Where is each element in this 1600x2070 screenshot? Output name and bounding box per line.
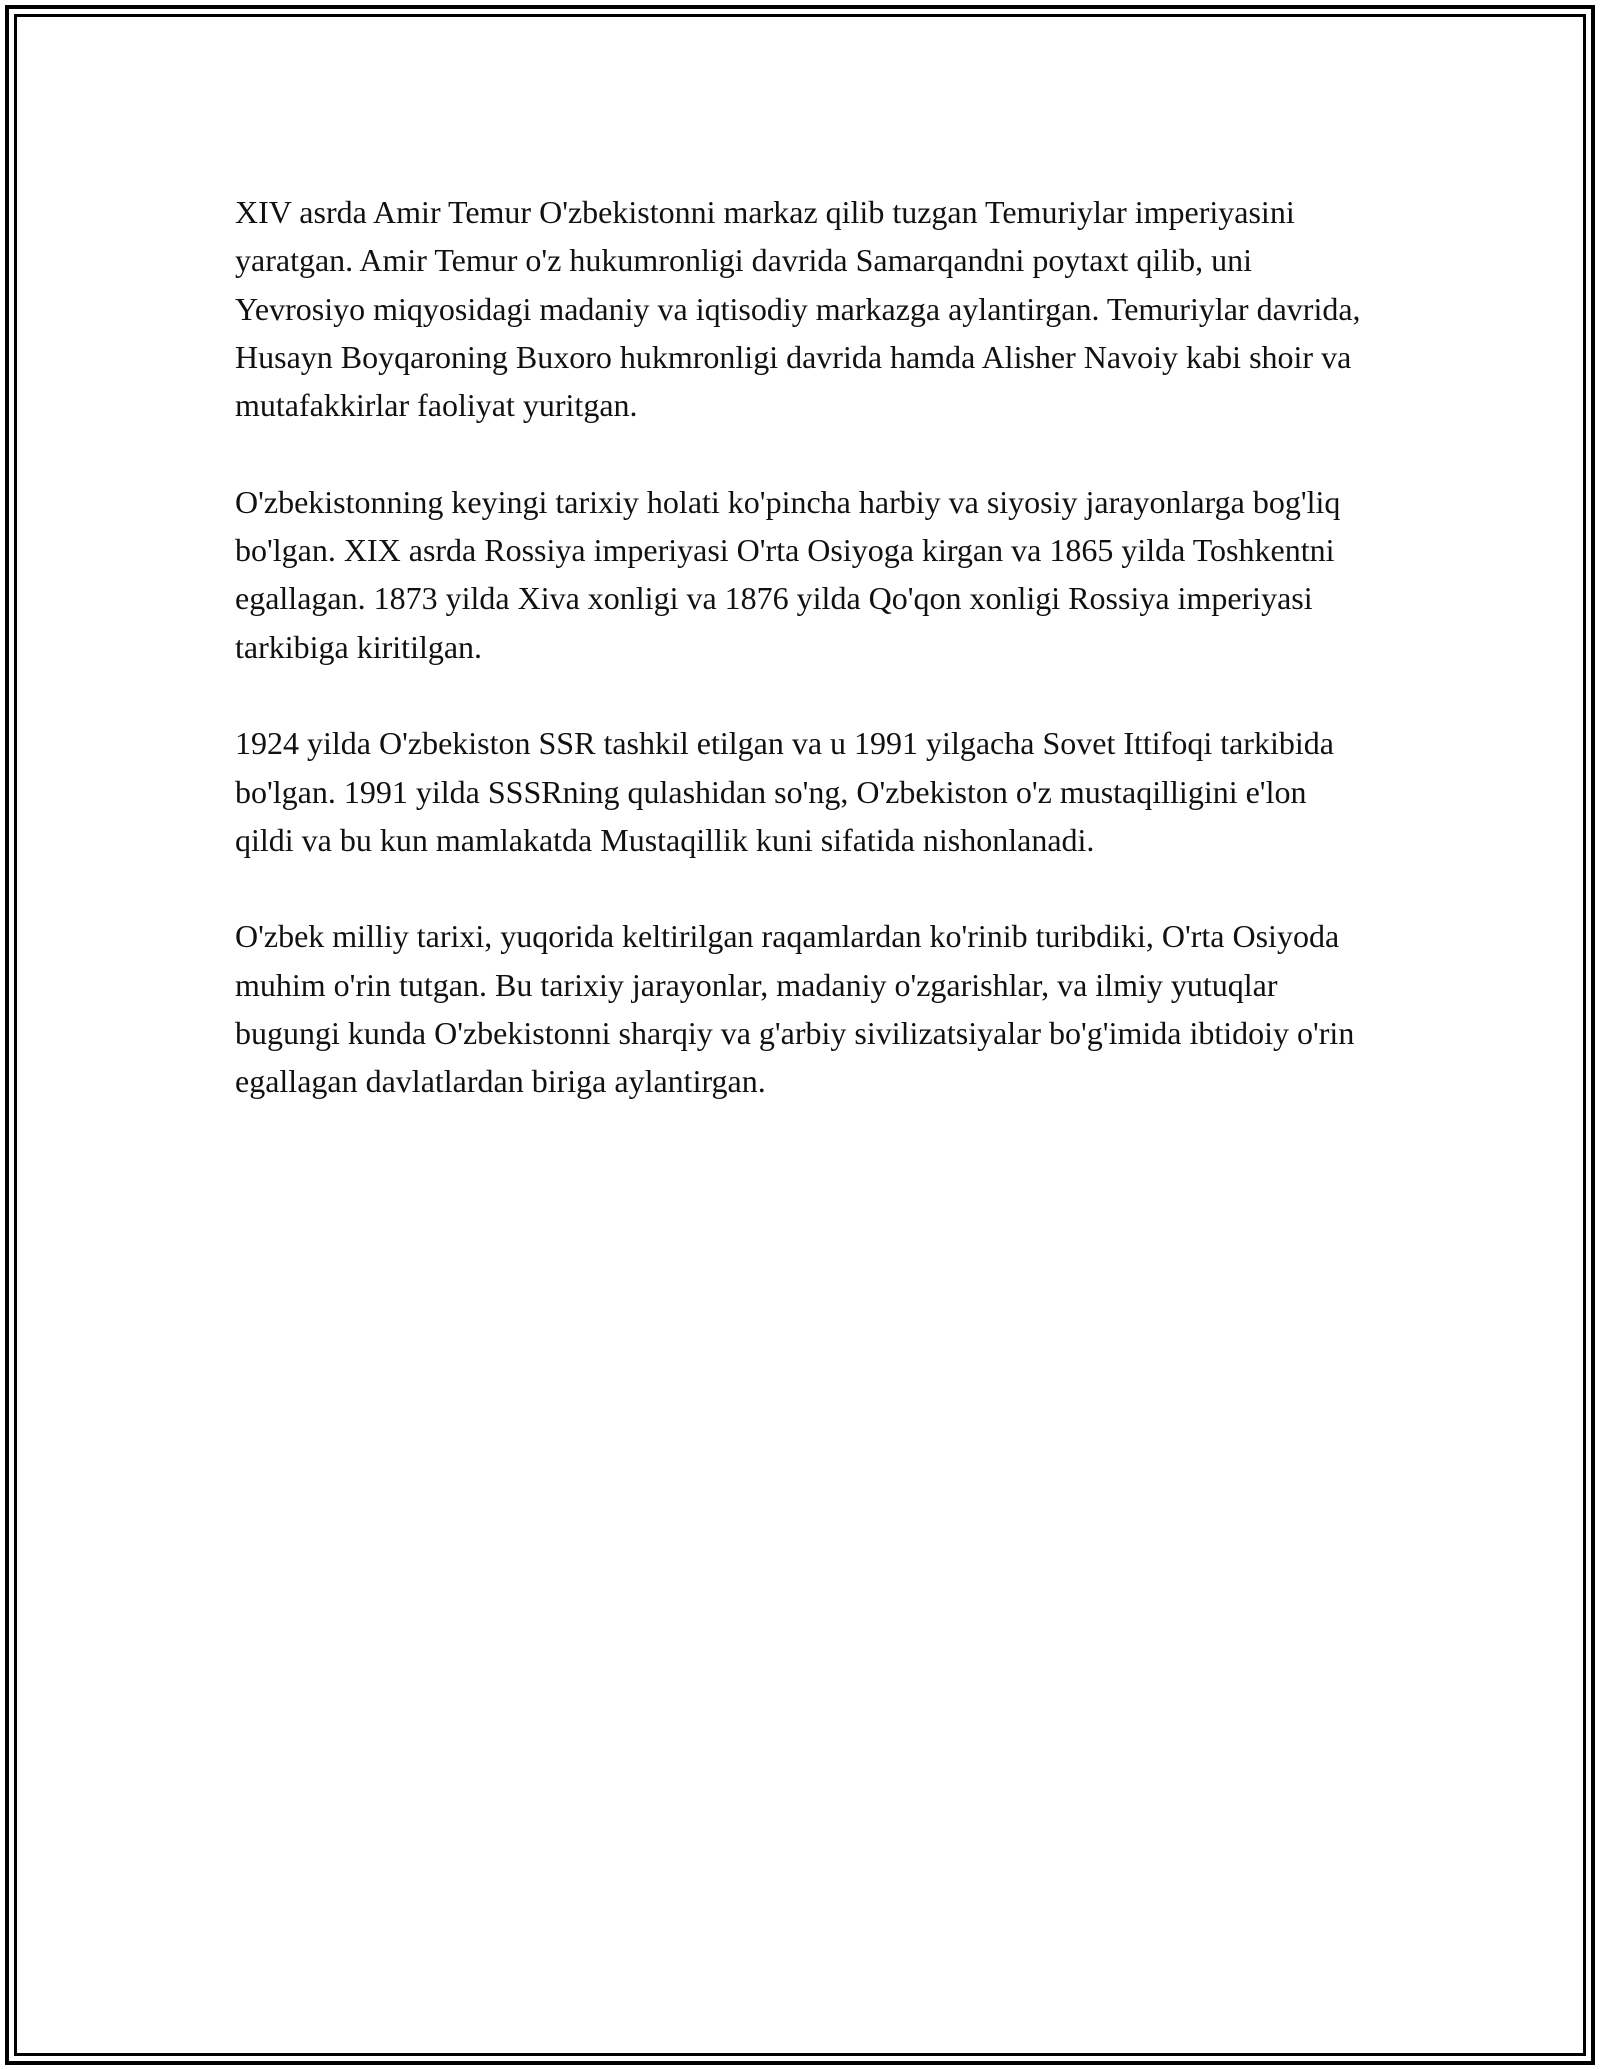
document-body xyxy=(235,188,1365,1154)
paragraph-soviet-independence: 1924 yilda O'zbekiston SSR tashkil etilgan va u 1991 yilgacha Sovet Ittifoqi tarkibida bo'lgan. 1991 yilda SSSRning qulashidan so'ng, O'zbekiston o'z mustaqilligini e'lon qildi va bu kun mamlakatda Mustaqillik kuni sifatida nishonlanadi. xyxy=(235,725,1334,858)
paragraph-russian-conquest: O'zbekistonning keyingi tarixiy holati ko'pincha harbiy va siyosiy jarayonlarga bog'liq bo'lgan. XIX asrda Rossiya imperiyasi O'rta Osiyoga kirgan va 1865 yilda Toshkentni egallagan. 1873 yilda Xiva xonligi va 1876 yilda Qo'qon xonligi Rossiya imperiyasi tarkibiga kiritilgan. xyxy=(235,483,1341,665)
paragraph-timurid-empire: XIV asrda Amir Temur O'zbekistonni markaz qilib tuzgan Temuriylar imperiyasini yaratgan. Amir Temur o'z hukumronligi davrida Samarqandni poytaxt qilib, uni Yevrosiyo miqyosidagi madaniy va iqtisodiy markazga aylantirgan. Temuriylar davrida, Husayn Boyqaroning Buxoro hukmronligi davrida hamda Alisher Navoiy kabi shoir va mutafakkirlar faoliyat yuritgan. xyxy=(235,194,1361,424)
paragraph-national-history: O'zbek milliy tarixi, yuqorida keltirilgan raqamlardan ko'rinib turibdiki, O'rta Osiyoda muhim o'rin tutgan. Bu tarixiy jarayonlar, madaniy o'zgarishlar, va ilmiy yutuqlar bugungi kunda O'zbekistonni sharqiy va g'arbiy sivilizatsiyalar bo'g'imida ibtidoiy o'rin egallagan davlatlardan biriga aylantirgan. xyxy=(235,918,1355,1100)
